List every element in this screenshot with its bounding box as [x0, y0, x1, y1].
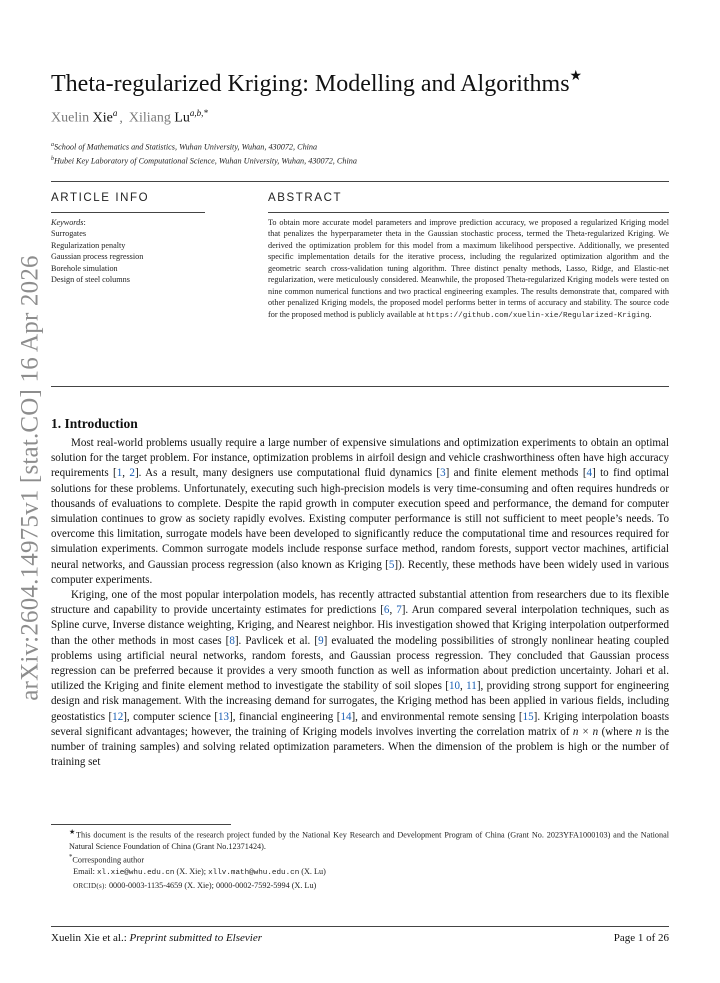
arxiv-identifier-stamp [8, 255, 54, 701]
email-link-lu[interactable]: xllv.math@whu.edu.cn [208, 869, 300, 878]
email-lu-who: (X. Lu) [301, 867, 326, 877]
footnote-rule [51, 824, 231, 825]
citation-link[interactable]: 6 [383, 604, 390, 617]
citation-link[interactable]: 4 [586, 467, 593, 480]
affiliation-a-mark: a [51, 142, 54, 148]
source-code-link[interactable]: https://github.com/xuelin-xie/Regularized-Kriging [426, 311, 650, 320]
keywords-list [51, 217, 143, 285]
author-2-given-name: Xiliang [128, 110, 171, 126]
paragraph-2: Kriging, one of the most popular interpolation models, has recently attracted substantial attention from researchers due to its flexible structure and capability to provide uncertainty estimates for predictions [6, 7]. Arun compared several interpolation techniques, such as Spline curve, Inverse distance weighting, Kriging, and Nearest neighbor. His investigation showed that Kriging interpolation outperformed than the other methods in most cases [8]. Pavlicek et al. [9] evaluated the modeling possibilities of strongly nonlinear heating coupled problems using artificial neural networks, random forests, and Gaussian process regression. They concluded that Gaussian process regression can be preferred because it provides a very smooth function as well as information about prediction uncertainty. Johari et al. utilized the Kriging and finite element method to investigate the stability of soil slopes [10, 11], providing strong support for engineering design and risk management. With the increasing demand for surrogates, the Kriging method has been applied in various fields, including geostatistics [12], computer science [13], financial engineering [14], and environmental remote sensing [15]. Kriging interpolation boasts several significant advantages; however, the training of Kriging models involves inverting the correlation matrix of n × n (where n is the number of training samples) and solving related optimization parameters. When the dimension of the problem is high or the number of training set [51, 589, 669, 769]
citation-link[interactable]: 5 [388, 558, 395, 571]
abstract-heading: ABSTRACT [268, 192, 343, 204]
paragraph-1: Most real-world problems usually require a large number of expensive simulations and optimization experiments to obtain an optimal solution for the target problem. For instance, optimization problems in airfoil design and vehicle crashworthiness often have high accuracy requirements [1, 2]. As a result, many designers use computational fluid dynamics [3] and finite element methods [4] to find optimal solutions for these problems. Unfortunately, executing such high-precision models is very time-consuming and often requires hundreds or thousands of evaluations to complete. Despite the rapid growth in computer execution speed and performance, the demand for computer simulation continues to grow as society rapidly evolves. Existing computer performance is still not sufficient to meet people’s needs. To overcome this limitation, surrogate models have been developed to significantly reduce the computational time and resources required for simulation experiments. Common surrogate models include response surface method, random forests, support vector machines, artificial neural networks, and Gaussian process regression (also known as Kriging [5]). Recently, these methods have been widely used in various computer experiments. [51, 437, 670, 586]
funding-text: This document is the results of the research project funded by the National Key Research and Development Program of China (Grant No. 2023YFA1000103) and the National Natural Science Foundation of China (Grant No.12371424). [69, 830, 669, 852]
article-info-rule [51, 212, 205, 213]
arxiv-identifier-text: arXiv:2604.14975v1 [stat.CO] 16 Apr 2026 [17, 255, 44, 701]
citation-link[interactable]: 14 [340, 710, 352, 723]
keyword-item: Regularization penalty [51, 240, 126, 250]
footnotes [51, 827, 669, 892]
keyword-item: Borehole simulation [51, 263, 118, 273]
keywords-label: Keywords: [51, 218, 86, 227]
abstract-divider [51, 386, 669, 387]
citation-link[interactable]: 3 [440, 467, 446, 480]
citation-link[interactable]: 10 [448, 680, 460, 693]
section-heading-introduction [51, 416, 138, 432]
author-1-affiliation-mark: a [112, 108, 118, 118]
funding-mark: ★ [69, 829, 76, 836]
math-n-by-n: n × n [572, 725, 599, 738]
section-title: Introduction [64, 416, 138, 431]
page-number: Page 1 of 26 [613, 932, 669, 944]
author-list [51, 108, 208, 127]
corresponding-text: Corresponding author [72, 856, 145, 866]
affiliation-b-text: Hubei Key Laboratory of Computational Science, Wuhan University, Wuhan, 430072, China [54, 156, 357, 166]
footer-authors: Xuelin Xie et al.: [51, 932, 127, 944]
citation-link[interactable]: 7 [396, 604, 402, 617]
abstract-text [268, 217, 669, 322]
corresponding-author-note [51, 852, 669, 866]
author-2-family-name: Lu [174, 110, 190, 126]
orcid-line [51, 880, 669, 892]
author-2-affiliation-mark: a,b,* [189, 108, 208, 118]
orcid-label: ORCID(s): [73, 881, 107, 890]
email-link-xie[interactable]: xl.xie@whu.edu.cn [96, 869, 175, 878]
math-n: n [635, 725, 642, 738]
paper-title-text: Theta-regularized Kriging: Modelling and Algorithms [51, 71, 570, 97]
citation-link[interactable]: 2 [129, 467, 135, 480]
abstract-end: . [649, 309, 652, 319]
citation-link[interactable]: 9 [318, 634, 324, 647]
funding-footnote [51, 827, 669, 852]
footer-divider [51, 926, 669, 927]
affiliation-a-text: School of Mathematics and Statistics, Wuhan University, Wuhan, 430072, China [54, 142, 318, 152]
title-footnote-mark: ★ [569, 69, 583, 84]
paper-title [51, 64, 582, 99]
introduction-body [51, 436, 669, 770]
section-number: 1. [51, 416, 62, 431]
keyword-item: Surrogates [51, 229, 87, 239]
citation-link[interactable]: 13 [218, 710, 230, 723]
footer-left [51, 932, 262, 944]
header-divider [51, 181, 669, 182]
orcid-values: 0000-0003-1135-4659 (X. Xie); 0000-0002-7592-5994 (X. Lu) [108, 880, 317, 890]
citation-link[interactable]: 11 [466, 680, 477, 693]
affiliation-b-mark: b [51, 156, 54, 162]
email-label: Email: [73, 867, 95, 877]
citation-link[interactable]: 12 [112, 710, 124, 723]
keyword-item: Design of steel columns [51, 275, 130, 285]
affiliation-a [51, 142, 317, 152]
corresponding-mark: * [69, 854, 73, 862]
keyword-item: Gaussian process regression [51, 252, 144, 262]
citation-link[interactable]: 15 [522, 710, 534, 723]
email-xie-who: (X. Xie); [176, 867, 207, 877]
citation-link[interactable]: 1 [116, 467, 123, 480]
author-separator: , [119, 110, 123, 126]
author-1-given-name: Xuelin [51, 110, 90, 126]
abstract-rule [268, 212, 669, 213]
footer-preprint-note: Preprint submitted to Elsevier [129, 932, 263, 944]
citation-link[interactable]: 8 [229, 634, 235, 647]
article-info-heading: ARTICLE INFO [51, 192, 150, 204]
author-1-family-name: Xie [92, 110, 113, 126]
email-line [51, 866, 669, 879]
affiliation-b [51, 156, 357, 166]
abstract-body: To obtain more accurate model parameters and improve prediction accuracy, we proposed a regularized Kriging model that penalizes the hyperparameter theta in the Gaussian stochastic process, termed the Theta-regularized Kriging. We derived the optimization problem for this model from a maximum likelihood perspective. Additionally, we presented specific implementation details for the iterative process, including the regularized optimization algorithm and the geometric search cross-validation tuning algorithm. Three distinct penalty methods, Lasso, Ridge, and Elastic-net regularization, were meticulously considered. Meanwhile, the proposed Theta-regularized Kriging models were tested on nine common numerical functions and two practical engineering examples. The results demonstrate that, compared with other penalized Kriging models, the proposed model performs better in terms of accuracy and stability. The source code for the proposed method is publicly available at [268, 218, 669, 319]
